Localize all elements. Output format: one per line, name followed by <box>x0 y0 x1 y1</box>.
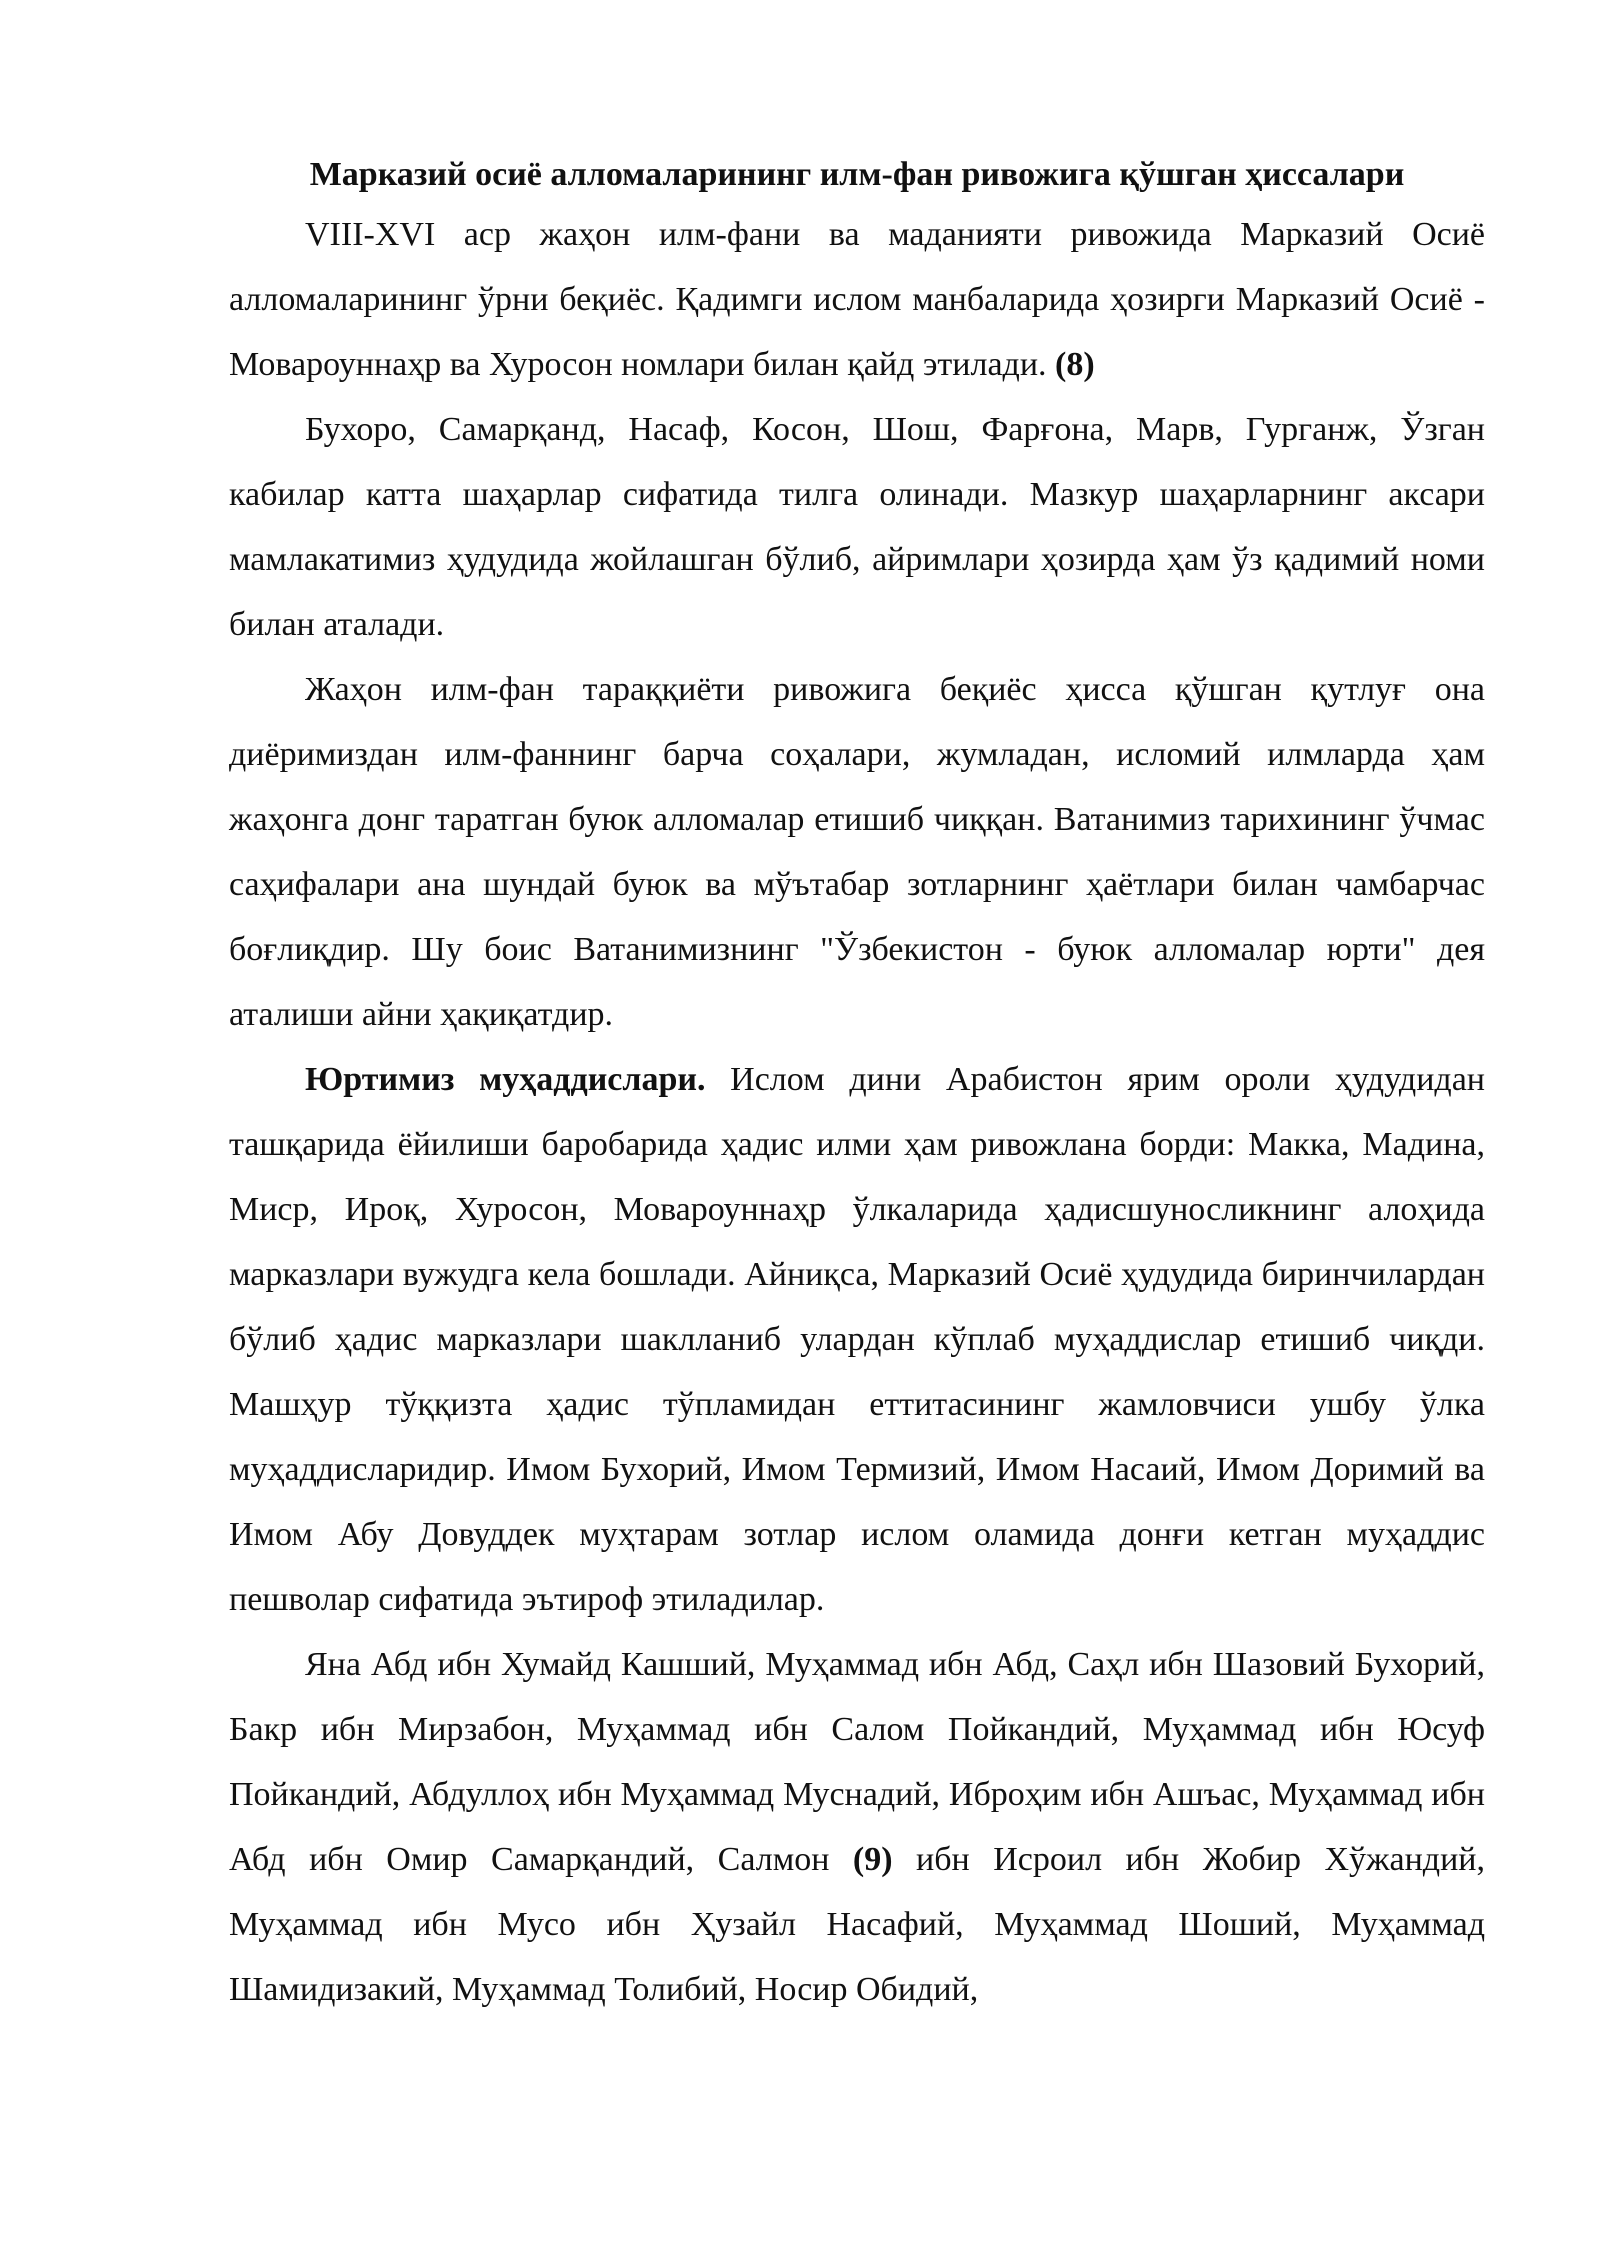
document-title: Марказий осиё алломаларининг илм-фан ривожига қўшган ҳиссалари <box>309 156 1405 193</box>
paragraph-scholars: Жаҳон илм-фан тараққиёти ривожига беқиёс ҳисса қўшган қутлуғ она диёримиздан илм-фаннинг барча соҳалари, жумладан, исломий илмларда ҳам жаҳонга донг таратган буюк алломалар етишиб чиққан. Ватанимиз тарихининг ўчмас саҳифалари ана шундай буюк ва мўътабар зотларнинг ҳаётлари билан чамбарчас боғлиқдир. Шу боис Ватанимизнинг "Ўзбекистон - буюк алломалар юрти" дея аталиши айни ҳақиқатдир. <box>229 671 1485 1033</box>
paragraph-intro <box>229 202 1485 397</box>
paragraph-names <box>229 1632 1485 2022</box>
reference-8: (8) <box>1055 346 1095 383</box>
paragraph-muhaddis <box>229 1047 1485 1632</box>
paragraph-names-text-1: Яна Абд ибн Хумайд Кашший, Муҳаммад ибн Абд, Саҳл ибн Шазовий Бухорий, Бакр ибн Мирзабон, Муҳаммад ибн Салом Пойкандий, Муҳаммад ибн Юсуф Пойкандий, Абдуллоҳ ибн Муҳаммад Муснадий, Иброҳим ибн Ашъас, Муҳаммад ибн Абд ибн Омир Самарқандий, Салмон <box>229 1646 1485 1878</box>
paragraph-names-text-2: ибн Исроил ибн Жобир Хўжандий, Муҳаммад ибн Мусо ибн Ҳузайл Насафий, Муҳаммад Шоший, Муҳаммад Шамидизакий, Муҳаммад Толибий, Носир Обидий, <box>229 1841 1485 2008</box>
paragraph-intro-text: VIII-XVI аср жаҳон илм-фани ва маданияти ривожида Марказий Осиё алломаларининг ўрни беқиёс. Қадимги ислом манбаларида ҳозирги Марказий Осиё - Мовароуннаҳр ва Хуросон номлари билан қайд этилади. <box>229 216 1485 383</box>
document-page <box>229 148 1485 2022</box>
reference-9: (9) <box>852 1841 893 1878</box>
section-heading: Юртимиз муҳаддислари. <box>305 1061 706 1098</box>
paragraph-muhaddis-text: Ислом дини Арабистон ярим ороли ҳудудидан ташқарида ёйилиши баробарида ҳадис илми ҳам ривожлана борди: Макка, Мадина, Миср, Ироқ, Хуросон, Мовароуннаҳр ўлкаларида ҳадисшуносликнинг алоҳида марказлари вужудга кела бошлади. Айниқса, Марказий Осиё ҳудудида биринчилардан бўлиб ҳадис марказлари шаклланиб улардан кўплаб муҳаддислар етишиб чиқди. Машҳур тўққизта ҳадис тўпламидан еттитасининг жамловчиси ушбу ўлка муҳаддисларидир. Имом Бухорий, Имом Термизий, Имом Насаий, Имом Доримий ва Имом Абу Довуддек муҳтарам зотлар ислом оламида донғи кетган муҳаддис пешволар сифатида эътироф этиладилар. <box>229 1061 1486 1618</box>
paragraph-cities: Бухоро, Самарқанд, Насаф, Косон, Шош, Фарғона, Марв, Гурганж, Ўзган кабилар катта шаҳарлар сифатида тилга олинади. Мазкур шаҳарларнинг аксари мамлакатимиз ҳудудида жойлашган бўлиб, айримлари ҳозирда ҳам ўз қадимий номи билан аталади. <box>229 411 1485 643</box>
